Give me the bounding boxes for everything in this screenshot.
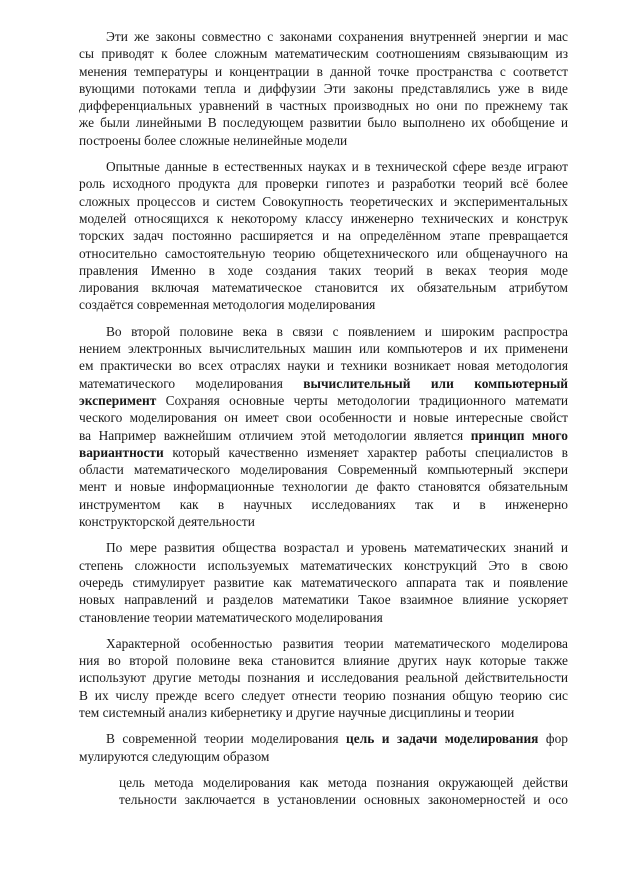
text-line bbox=[79, 97, 568, 114]
text-run: ва Например важнейшим отличием этой методологии является bbox=[79, 427, 471, 443]
text-line bbox=[79, 409, 568, 426]
text-line bbox=[79, 461, 568, 478]
text-line bbox=[79, 427, 568, 444]
text-run: роль исходного продукта для проверки гипотез и разработки теорий всё более bbox=[79, 176, 568, 192]
text-line bbox=[79, 591, 568, 608]
paragraph bbox=[79, 730, 568, 765]
text-line bbox=[79, 357, 568, 374]
text-run: конструкторской деятельности bbox=[79, 514, 255, 530]
text-line bbox=[79, 175, 568, 192]
list-item bbox=[119, 774, 568, 809]
text-line bbox=[79, 340, 568, 357]
text-run: вующими потоками тепла и диффузии Эти законы представлялись уже в виде bbox=[79, 80, 568, 96]
text-line bbox=[79, 210, 568, 227]
text-run: сы приводят к более сложным математическим соотношениям связывающим из bbox=[79, 46, 568, 62]
paragraph bbox=[79, 28, 568, 149]
text-run: тельности заключается в установлении основных закономерностей и осо bbox=[119, 792, 568, 808]
text-line bbox=[79, 609, 568, 626]
text-line bbox=[79, 227, 568, 244]
text-run: относительно самостоятельную теорию общетехнического или общенаучного на bbox=[79, 245, 568, 261]
text-line bbox=[79, 392, 568, 409]
bold-text: вариантности bbox=[79, 444, 164, 460]
text-line bbox=[79, 296, 568, 313]
text-run: Опытные данные в естественных науках и в технической сфере везде играют bbox=[106, 159, 568, 175]
text-line bbox=[79, 28, 568, 45]
text-line bbox=[79, 262, 568, 279]
text-line bbox=[79, 704, 568, 721]
paragraph bbox=[79, 158, 568, 314]
text-line bbox=[79, 45, 568, 62]
text-line bbox=[79, 132, 568, 149]
text-line bbox=[79, 687, 568, 704]
paragraph bbox=[79, 539, 568, 625]
text-run: По мере развития общества возрастал и уровень математических знаний и bbox=[106, 540, 568, 556]
text-run: моделей относящихся к некоторому классу инженерно технических и конструк bbox=[79, 210, 568, 226]
text-line bbox=[79, 245, 568, 262]
text-line bbox=[79, 539, 568, 556]
text-line bbox=[79, 496, 568, 513]
text-line bbox=[79, 652, 568, 669]
text-run: Во второй половине века в связи с появлением и широким распростра bbox=[106, 323, 568, 339]
text-run: области математического моделирования Современный компьютерный экспери bbox=[79, 462, 568, 478]
text-line bbox=[79, 63, 568, 80]
text-run: степень сложности используемых математических конструкций Это в свою bbox=[79, 557, 568, 573]
paragraph bbox=[79, 635, 568, 721]
text-line bbox=[79, 557, 568, 574]
text-line bbox=[79, 669, 568, 686]
text-run: построены более сложные нелинейные модели bbox=[79, 132, 348, 148]
text-run: мулируются следующим образом bbox=[79, 748, 270, 764]
text-run: нением электронных вычислительных машин или компьютеров и их применени bbox=[79, 341, 568, 357]
text-run: создаётся современная методология моделирования bbox=[79, 297, 376, 313]
text-run: становление теории математического моделирования bbox=[79, 609, 383, 625]
text-line bbox=[119, 774, 568, 791]
text-line bbox=[79, 114, 568, 131]
text-line bbox=[79, 323, 568, 340]
bold-text: принцип много bbox=[470, 427, 568, 443]
text-run: ния во второй половине века становится влияние других наук которые также bbox=[79, 653, 568, 669]
text-line bbox=[79, 730, 568, 747]
text-line bbox=[79, 444, 568, 461]
text-run: В современной теории моделирования bbox=[106, 731, 347, 747]
text-run: инструментом как в научных исследованиях так и в инженерно bbox=[79, 496, 568, 512]
text-run: ческого моделирования он имеет свои особенности и новые интересные свойст bbox=[79, 410, 568, 426]
text-run: дифференциальных уравнений в частных производных но они по прежнему так bbox=[79, 98, 568, 114]
bold-text: цель и задачи моделирования bbox=[346, 731, 539, 747]
text-run: очередь стимулирует развитие как математического аппарата так и появление bbox=[79, 574, 568, 590]
bold-text: эксперимент bbox=[79, 392, 157, 408]
text-line bbox=[79, 80, 568, 97]
text-line bbox=[79, 279, 568, 296]
bold-text: вычислительный или компьютерный bbox=[303, 375, 568, 391]
text-run: который качественно изменяет характер работы специалистов в bbox=[163, 444, 568, 460]
text-line bbox=[79, 574, 568, 591]
text-run: тем системный анализ кибернетику и другие научные дисциплины и теории bbox=[79, 704, 515, 720]
text-run: Характерной особенностью развития теории математического моделирова bbox=[106, 635, 568, 651]
text-run: математического моделирования bbox=[79, 375, 304, 391]
text-line bbox=[79, 748, 568, 765]
text-run: мент и новые информационные технологии де факто становятся обязательным bbox=[79, 479, 568, 495]
text-run: ем практически во всех отраслях науки и техники возникает новая методология bbox=[79, 358, 568, 374]
text-run: Эти же законы совместно с законами сохранения внутренней энергии и мас bbox=[106, 29, 568, 44]
text-run: торских задач постоянно расширяется и на определённом этапе превращается bbox=[79, 228, 568, 244]
text-run: сложных процессов и систем Совокупность теоретических и экспериментальных bbox=[79, 193, 568, 209]
paragraph bbox=[79, 323, 568, 531]
text-run: Сохраняя основные черты методологии традиционного математи bbox=[156, 392, 568, 408]
text-line bbox=[119, 791, 568, 808]
text-line bbox=[79, 375, 568, 392]
text-run: правления Именно в ходе создания таких теорий в веках теория моде bbox=[79, 262, 568, 278]
text-line bbox=[79, 635, 568, 652]
text-run: лирования включая математическое становится их обязательным атрибутом bbox=[79, 280, 568, 296]
text-run: используют другие методы познания и исследования реальной действительности bbox=[79, 670, 568, 686]
text-run: фор bbox=[538, 731, 568, 747]
text-run: В их числу прежде всего следует отнести теорию познания общую теорию сис bbox=[79, 687, 568, 703]
text-run: же были линейными В последующем развитии было выполнено их обобщение и bbox=[79, 115, 568, 131]
text-line bbox=[79, 513, 568, 530]
text-line bbox=[79, 478, 568, 495]
text-run: менения температуры и концентрации в данной точке пространства с соответст bbox=[79, 63, 568, 79]
text-line bbox=[79, 193, 568, 210]
text-run: новых направлений и разделов математики Такое взаимное влияние ускоряет bbox=[79, 592, 568, 608]
text-line bbox=[79, 158, 568, 175]
text-run: цель метода моделирования как метода познания окружающей действи bbox=[119, 774, 568, 790]
